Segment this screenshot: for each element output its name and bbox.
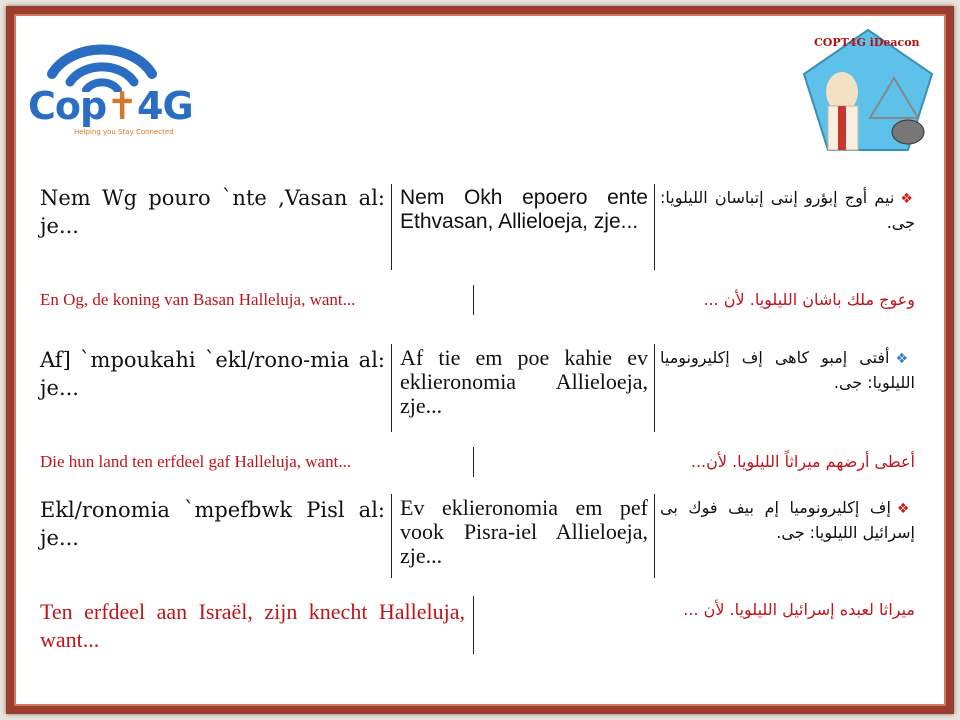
dutch-translation-3: Ten erfdeel aan Israël, zijn knecht Halleluja, want...	[40, 599, 465, 652]
column-divider	[654, 184, 655, 270]
transliteration-3: Ev eklieronomia em pef vook Pisra-iel Allieloeja, zje...	[400, 495, 648, 568]
coptic-text-3: Ekl/ronomia `mpefbwk Pisl al: je...	[40, 498, 385, 550]
column-divider	[391, 494, 392, 578]
ideacon-wordmark: COPT4G iDeacon	[814, 36, 920, 49]
logo-wordmark: Cop✝4G	[28, 84, 193, 128]
diamond-bullet-icon: ❖	[895, 351, 915, 367]
transliteration-1: Nem Okh epoero ente Ethvasan, Allieloeja, zje...	[400, 186, 648, 233]
column-divider	[473, 447, 474, 477]
diamond-bullet-icon: ❖	[896, 501, 915, 517]
column-divider	[654, 344, 655, 432]
coptic-text-1: Nem Wg pouro `nte ,Vasan al: je...	[40, 186, 385, 238]
dutch-translation-1: En Og, de koning van Basan Halleluja, want...	[40, 290, 356, 309]
column-divider	[391, 344, 392, 432]
column-divider	[473, 285, 474, 315]
dutch-translation-2: Die hun land ten erfdeel gaf Halleluja, want...	[40, 452, 352, 471]
logo-tagline: Helping you Stay Connected	[74, 128, 174, 136]
ideacon-logo	[800, 22, 936, 158]
wifi-signal-icon	[22, 32, 182, 92]
coptic-text-2: Af] `mpoukahi `ekl/rono-mia al: je...	[40, 348, 385, 400]
copt4g-logo	[22, 32, 193, 142]
diamond-bullet-icon: ❖	[900, 191, 915, 207]
cross-icon: ✝	[106, 84, 138, 128]
column-divider	[391, 184, 392, 270]
column-divider	[654, 494, 655, 578]
transliteration-2: Af tie em poe kahie ev eklieronomia Allieloeja, zje...	[400, 345, 648, 418]
arabic-translation-1: وعوج ملك باشان الليلويا. لأن ...	[703, 290, 915, 309]
arabic-coptic-1: ❖نيم أوج إبؤرو إنتى إتباسان الليلويا: جى.	[660, 188, 915, 232]
arabic-translation-2: أعطى أرضهم ميراثاً الليلويا. لأن...	[690, 452, 915, 471]
column-divider	[473, 596, 474, 654]
arabic-coptic-2: ❖أفتى إمبو كاهى إف إكليرونوميا الليلويا: جى.	[660, 348, 915, 392]
arabic-translation-3: ميراثا لعبده إسرائيل الليلويا. لأن ...	[683, 600, 915, 619]
arabic-coptic-3: ❖إف إكليرونوميا إم بيف فوك بى إسرائيل الليلويا: جى.	[660, 498, 915, 542]
